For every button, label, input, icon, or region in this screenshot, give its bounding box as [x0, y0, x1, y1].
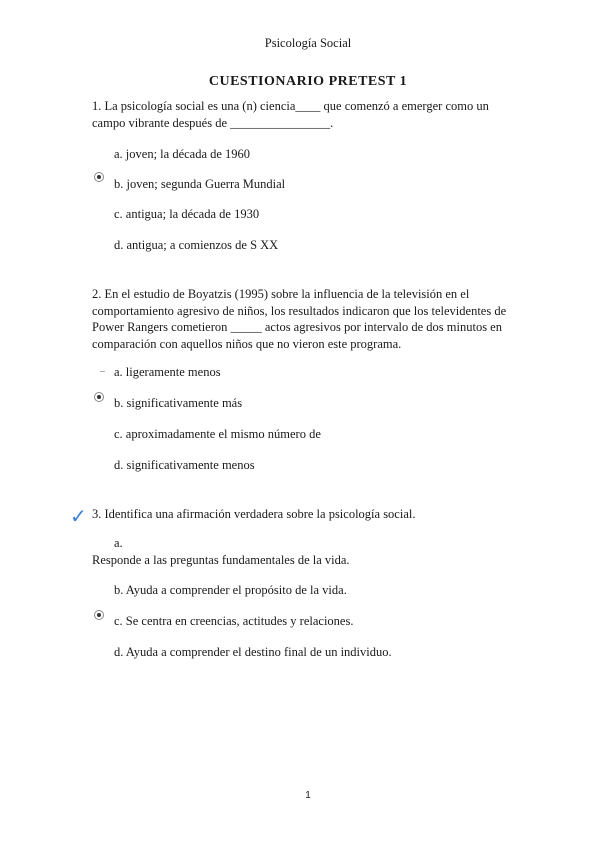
q1-option-d[interactable]: d. antigua; a comienzos de S XX	[114, 238, 279, 252]
page-header: Psicología Social	[264, 36, 352, 50]
radio-selected-icon[interactable]	[94, 610, 104, 620]
question-3-prompt: 3. Identifica una afirmación verdadera sobre la psicología social.	[92, 507, 416, 521]
q1-option-a[interactable]: a. joven; la década de 1960	[114, 147, 251, 161]
q3-option-b[interactable]: b. Ayuda a comprender el propósito de la vida.	[114, 583, 347, 597]
q2-option-a[interactable]: a. ligeramente menos	[114, 365, 221, 379]
q3-option-a-text: Responde a las preguntas fundamentales de la vida.	[92, 553, 350, 567]
q3-option-c[interactable]: c. Se centra en creencias, actitudes y relaciones.	[114, 614, 354, 628]
q2-option-d[interactable]: d. significativamente menos	[114, 458, 255, 472]
q1-option-c[interactable]: c. antigua; la década de 1930	[114, 207, 260, 221]
q2-option-b[interactable]: b. significativamente más	[114, 396, 243, 410]
page-title: CUESTIONARIO PRETEST 1	[208, 74, 408, 89]
page-number: 1	[305, 790, 311, 801]
q2-option-c[interactable]: c. aproximadamente el mismo número de	[114, 427, 321, 441]
radio-dash-icon	[100, 371, 105, 372]
question-1-prompt: 1. La psicología social es una (n) ciencia____ que comenzó a emerger como un campo vibrante después de ________________.	[92, 99, 489, 130]
radio-selected-icon[interactable]	[94, 392, 104, 402]
checkmark-icon: ✓	[70, 504, 87, 528]
question-2-prompt: 2. En el estudio de Boyatzis (1995) sobre la influencia de la televisión en el comportamiento agresivo de niños, los resultados indicaron que los televidentes de Power Rangers cometieron _____ actos agresivos por intervalo de dos minutos en comparación con aquellos niños que no vieron este programa.	[92, 287, 507, 351]
q3-option-a[interactable]: a.	[114, 536, 123, 550]
radio-selected-icon[interactable]	[94, 172, 104, 182]
q1-option-b[interactable]: b. joven; segunda Guerra Mundial	[114, 177, 286, 191]
q3-option-d[interactable]: d. Ayuda a comprender el destino final de un individuo.	[114, 645, 392, 659]
